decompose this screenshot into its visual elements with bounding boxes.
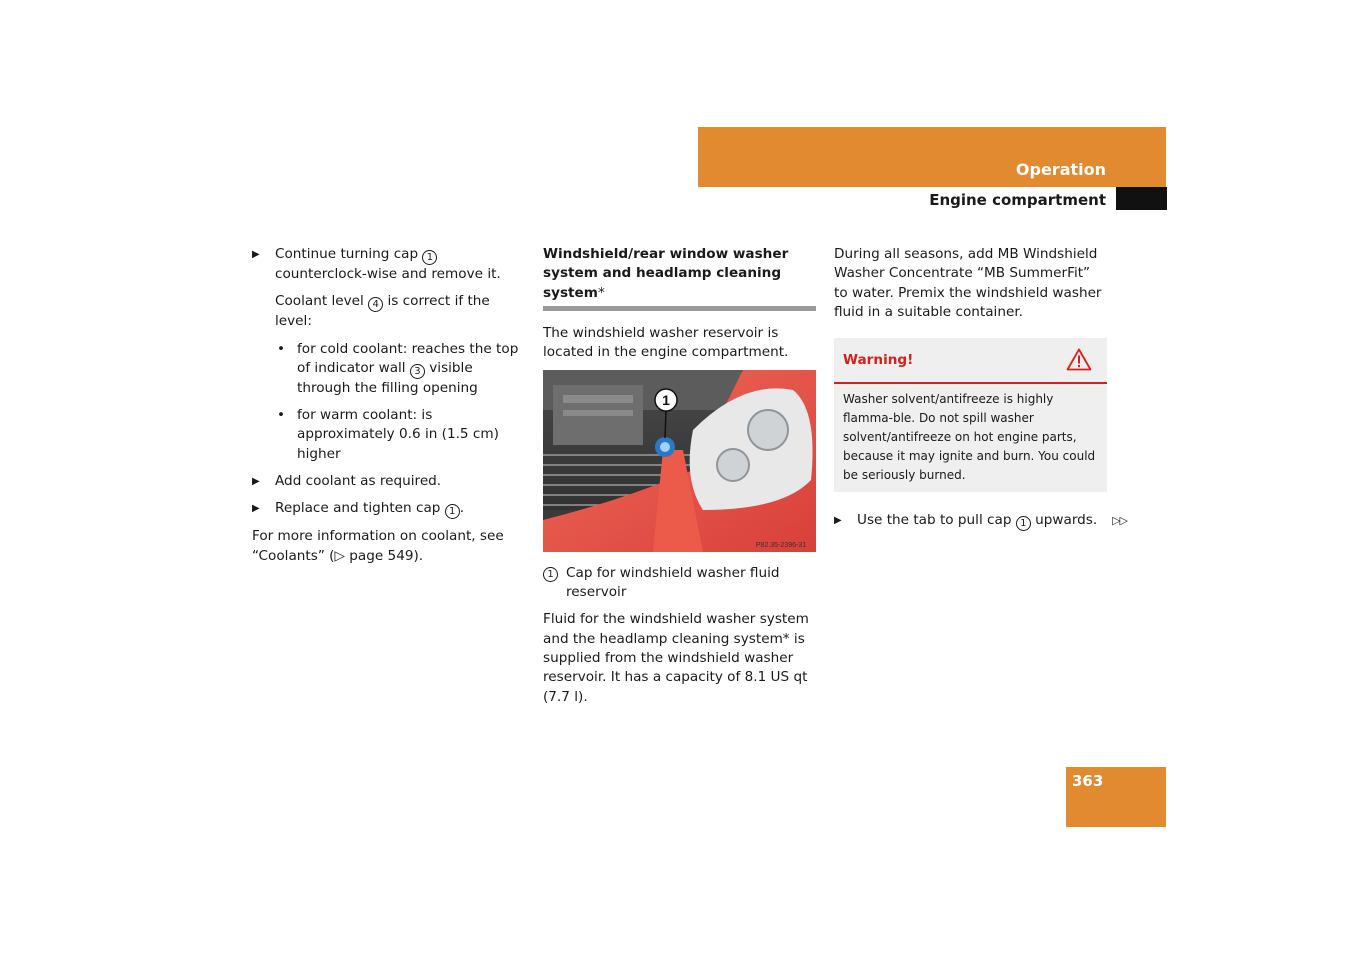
seasonal-fluid-text: During all seasons, add MB Windshield Washer Concentrate “MB SummerFit” to water. Premix the windshield washer fluid in a suitable container. <box>834 246 1102 320</box>
page-number: 363 <box>1072 772 1104 790</box>
callout-number: 3 <box>410 364 425 379</box>
engine-compartment-photo <box>543 370 816 552</box>
column-right <box>834 245 1127 539</box>
page-reference-arrow-icon: ▷ <box>334 547 345 564</box>
section-heading: Windshield/rear window washer system and headlamp cleaning system* <box>543 246 789 301</box>
fluid-capacity-text: Fluid for the windshield washer system and the headlamp cleaning system* is supplied from the windshield washer reservoir. It has a capacity of 8.1 US qt (7.7 l). <box>543 611 809 705</box>
bullet-warm-coolant: • for warm coolant: is approximately 0.6 in (1.5 cm) higher <box>277 407 499 462</box>
heading-rule <box>543 306 816 311</box>
callout-number: 1 <box>1016 516 1031 531</box>
callout-number: 1 <box>543 567 558 582</box>
reservoir-location-text: The windshield washer reservoir is located in the engine compartment. <box>543 324 789 361</box>
continue-arrows-icon: ▷▷ <box>1112 514 1127 528</box>
triangle-right-icon: ▶ <box>252 249 260 260</box>
callout-number: 1 <box>445 504 460 519</box>
photo-callout: 1 <box>662 392 670 409</box>
section-title: Operation <box>1015 160 1106 179</box>
triangle-right-icon: ▶ <box>252 476 260 488</box>
step-add-coolant: ▶ Add coolant as required. <box>252 472 528 491</box>
subsection-title: Engine compartment <box>929 191 1106 209</box>
step-replace-cap: ▶ Replace and tighten cap 1 . <box>252 500 465 518</box>
coolant-level-text: Coolant level 4 is correct if the level: <box>275 293 490 330</box>
warning-triangle-icon <box>1066 348 1092 371</box>
column-middle <box>543 245 816 715</box>
subsection-marker <box>1116 187 1167 210</box>
step-remove-cap: ▶ Continue turning cap 1 counterclock-wise and remove it. <box>252 246 501 282</box>
step-pull-cap: ▶ Use the tab to pull cap 1 upwards. ▷▷ <box>834 512 1127 530</box>
photo-code: P82.35-2396-31 <box>755 542 807 550</box>
warning-text: Washer solvent/antifreeze is highly flamma-ble. Do not spill washer solvent/antifreeze on hot engine parts, because it may ignite and burn. You could be seriously burned. <box>843 392 1096 483</box>
triangle-right-icon: ▶ <box>834 515 842 527</box>
callout-number: 1 <box>422 250 437 265</box>
more-info-text: For more information on coolant, see “Coolants” (▷ page 549). <box>252 528 504 564</box>
warning-box <box>834 338 1107 492</box>
column-left <box>252 245 528 574</box>
triangle-right-icon: ▶ <box>252 503 260 515</box>
bullet-cold-coolant: • for cold coolant: reaches the top of indicator wall 3 visible through the filling opening <box>277 340 519 396</box>
warning-title: Warning! <box>843 352 914 369</box>
photo-caption: 1 Cap for windshield washer fluid reservoir <box>543 564 816 603</box>
callout-number: 4 <box>368 297 383 312</box>
